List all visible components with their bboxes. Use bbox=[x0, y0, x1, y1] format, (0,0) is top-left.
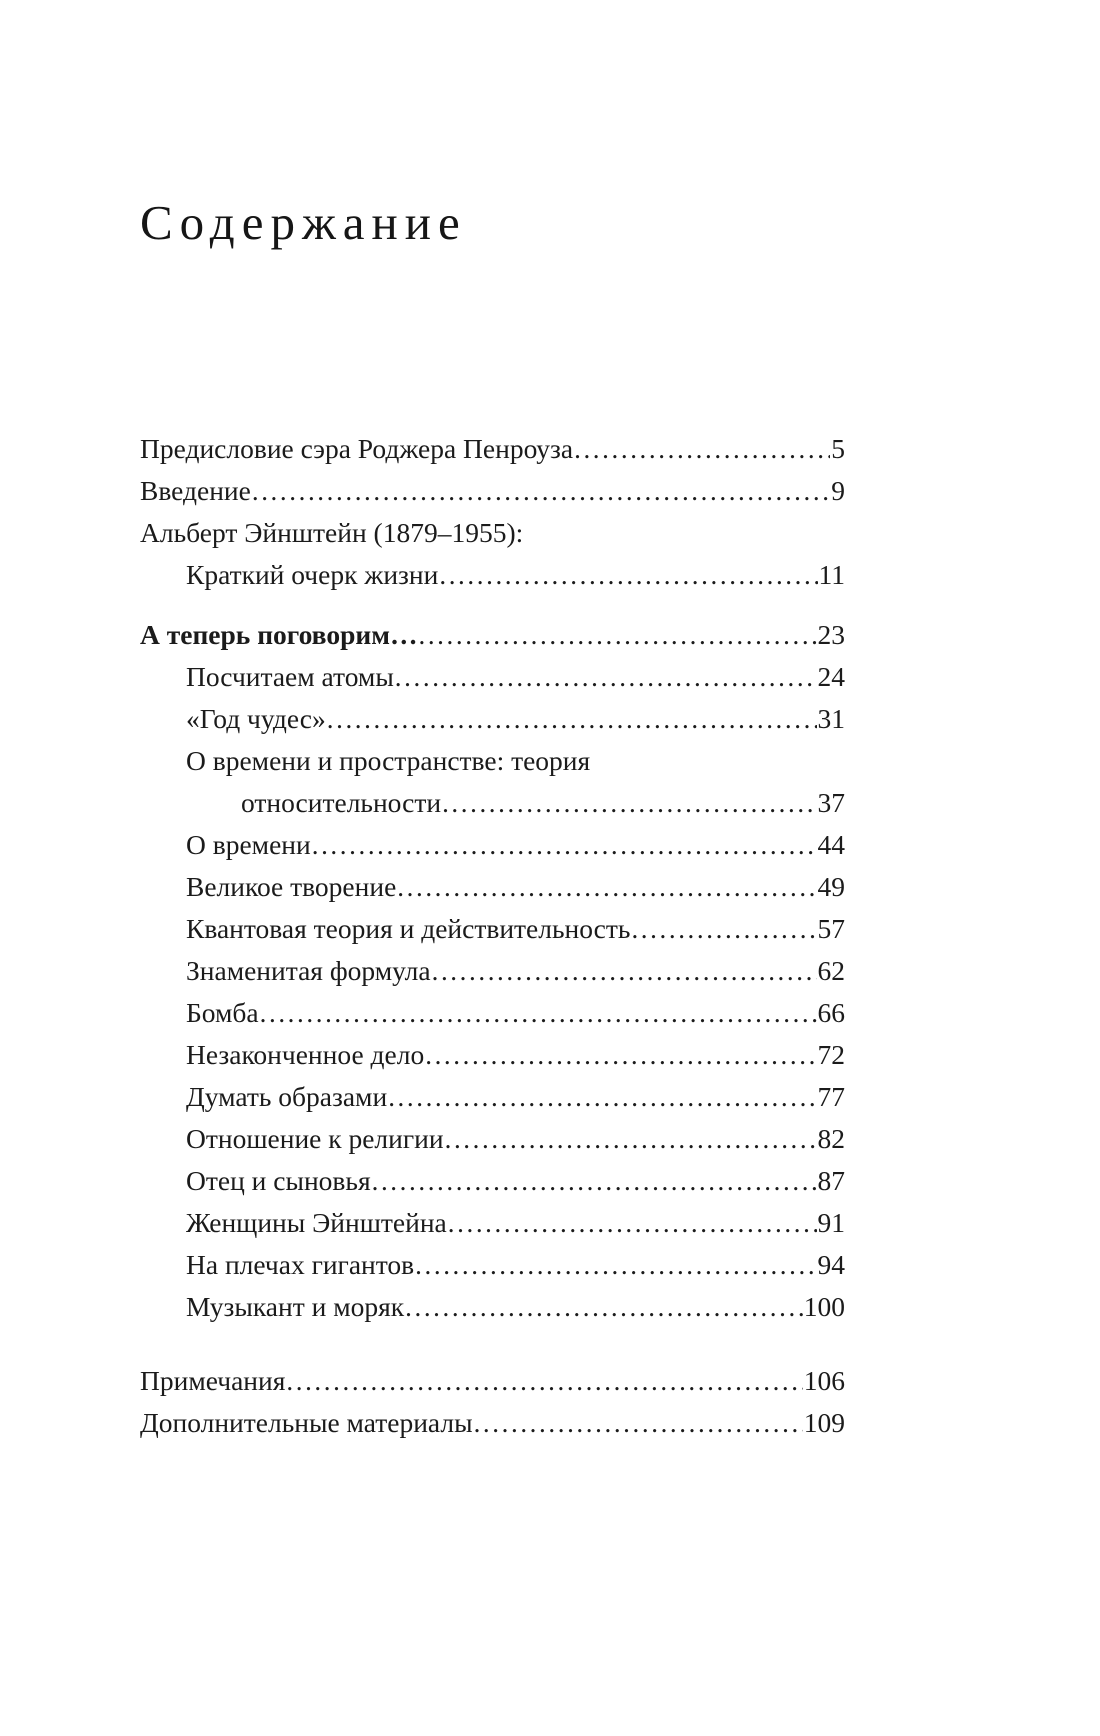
toc-leader-dots bbox=[631, 908, 816, 950]
toc-page-number: 37 bbox=[817, 786, 845, 818]
toc-entry-label: Незаконченное дело bbox=[186, 1038, 425, 1070]
toc-list bbox=[140, 428, 845, 1444]
toc-page-number: 5 bbox=[831, 432, 845, 464]
toc-entry-label: О времени и пространстве: теория bbox=[186, 744, 591, 776]
toc-leader-dots bbox=[327, 698, 817, 740]
toc-entry bbox=[140, 656, 845, 698]
toc-entry-label: «Год чудес» bbox=[186, 702, 326, 734]
toc-entry-label: Великое творение bbox=[186, 870, 397, 902]
toc-leader-dots bbox=[425, 1034, 816, 1076]
toc-entry-label: О времени bbox=[186, 828, 311, 860]
toc-entry-label: Посчитаем атомы bbox=[186, 660, 394, 692]
toc-entry-label: Отношение к религии bbox=[186, 1122, 444, 1154]
toc-entry bbox=[140, 554, 845, 596]
toc-page-number: 77 bbox=[817, 1080, 845, 1112]
toc-entry-label: Женщины Эйнштейна bbox=[186, 1206, 447, 1238]
page-title: Содержание bbox=[140, 195, 467, 250]
toc-page-number: 72 bbox=[817, 1038, 845, 1070]
toc-entry bbox=[140, 824, 845, 866]
toc-leader-dots bbox=[574, 428, 830, 470]
toc-page-number: 106 bbox=[803, 1364, 845, 1396]
toc-page-number: 49 bbox=[817, 870, 845, 902]
toc-page-number: 100 bbox=[803, 1290, 845, 1322]
toc-entry bbox=[140, 614, 845, 656]
toc-entry-label: Бомба bbox=[186, 996, 259, 1028]
toc-page-number: 82 bbox=[817, 1122, 845, 1154]
toc-page-number: 57 bbox=[817, 912, 845, 944]
toc-leader-dots bbox=[432, 950, 817, 992]
toc-entry-label: Знаменитая формула bbox=[186, 954, 431, 986]
toc-entry-label: Квантовая теория и действительность bbox=[186, 912, 631, 944]
toc-entry-label: Краткий очерк жизни bbox=[186, 558, 439, 590]
toc-entry bbox=[140, 1118, 845, 1160]
toc-page-number: 9 bbox=[831, 474, 845, 506]
toc-page-number: 11 bbox=[818, 558, 845, 590]
toc-entry bbox=[140, 1034, 845, 1076]
toc-entry bbox=[140, 1286, 845, 1328]
toc-page-number: 109 bbox=[803, 1406, 845, 1438]
toc-leader-dots bbox=[395, 656, 817, 698]
toc-entry bbox=[140, 1360, 845, 1402]
toc-page-number: 87 bbox=[817, 1164, 845, 1196]
toc-page-number: 91 bbox=[817, 1206, 845, 1238]
toc-entry bbox=[140, 1160, 845, 1202]
toc-entry bbox=[140, 782, 845, 824]
toc-entry bbox=[140, 950, 845, 992]
toc-entry-label: А теперь поговорим… bbox=[140, 618, 418, 650]
toc-page-number: 62 bbox=[817, 954, 845, 986]
toc-leader-dots bbox=[286, 1360, 802, 1402]
toc-leader-dots bbox=[260, 992, 817, 1034]
toc-leader-dots bbox=[442, 782, 816, 824]
toc-leader-dots bbox=[474, 1402, 803, 1444]
toc-leader-dots bbox=[445, 1118, 817, 1160]
toc-entry bbox=[140, 740, 845, 782]
toc-entry-label: Отец и сыновья bbox=[186, 1164, 371, 1196]
toc-entry bbox=[140, 698, 845, 740]
toc-entry-label: относительности bbox=[241, 786, 442, 818]
toc-entry bbox=[140, 1244, 845, 1286]
toc-entry-label: Дополнительные материалы bbox=[140, 1406, 473, 1438]
toc-leader-dots bbox=[439, 554, 817, 596]
toc-entry bbox=[140, 470, 845, 512]
toc-page-number: 94 bbox=[817, 1248, 845, 1280]
toc-page-number: 24 bbox=[817, 660, 845, 692]
toc-leader-dots bbox=[397, 866, 816, 908]
toc-leader-dots bbox=[448, 1202, 817, 1244]
toc-entry bbox=[140, 428, 845, 470]
toc-entry bbox=[140, 512, 845, 554]
toc-entry-label: Музыкант и моряк bbox=[186, 1290, 405, 1322]
toc-entry-label: Введение bbox=[140, 474, 251, 506]
toc-entry bbox=[140, 908, 845, 950]
toc-entry bbox=[140, 992, 845, 1034]
toc-entry bbox=[140, 866, 845, 908]
toc-entry-label: Думать образами bbox=[186, 1080, 388, 1112]
toc-leader-dots bbox=[312, 824, 817, 866]
toc-page-number: 31 bbox=[817, 702, 845, 734]
toc-entry bbox=[140, 1402, 845, 1444]
toc-entry-label: Альберт Эйнштейн (1879–1955): bbox=[140, 516, 524, 548]
toc-leader-dots bbox=[252, 470, 830, 512]
toc-entry bbox=[140, 1076, 845, 1118]
toc-leader-dots bbox=[418, 614, 816, 656]
toc-page-number: 66 bbox=[817, 996, 845, 1028]
toc-leader-dots bbox=[405, 1286, 803, 1328]
toc-page-number: 23 bbox=[817, 618, 845, 650]
toc-leader-dots bbox=[372, 1160, 817, 1202]
toc-entry-label: Предисловие сэра Роджера Пенроуза bbox=[140, 432, 574, 464]
toc-entry-label: Примечания bbox=[140, 1364, 286, 1396]
toc-leader-dots bbox=[388, 1076, 816, 1118]
toc-leader-dots bbox=[415, 1244, 816, 1286]
toc-entry bbox=[140, 1202, 845, 1244]
toc-entry-label: На плечах гигантов bbox=[186, 1248, 415, 1280]
toc-page-number: 44 bbox=[817, 828, 845, 860]
